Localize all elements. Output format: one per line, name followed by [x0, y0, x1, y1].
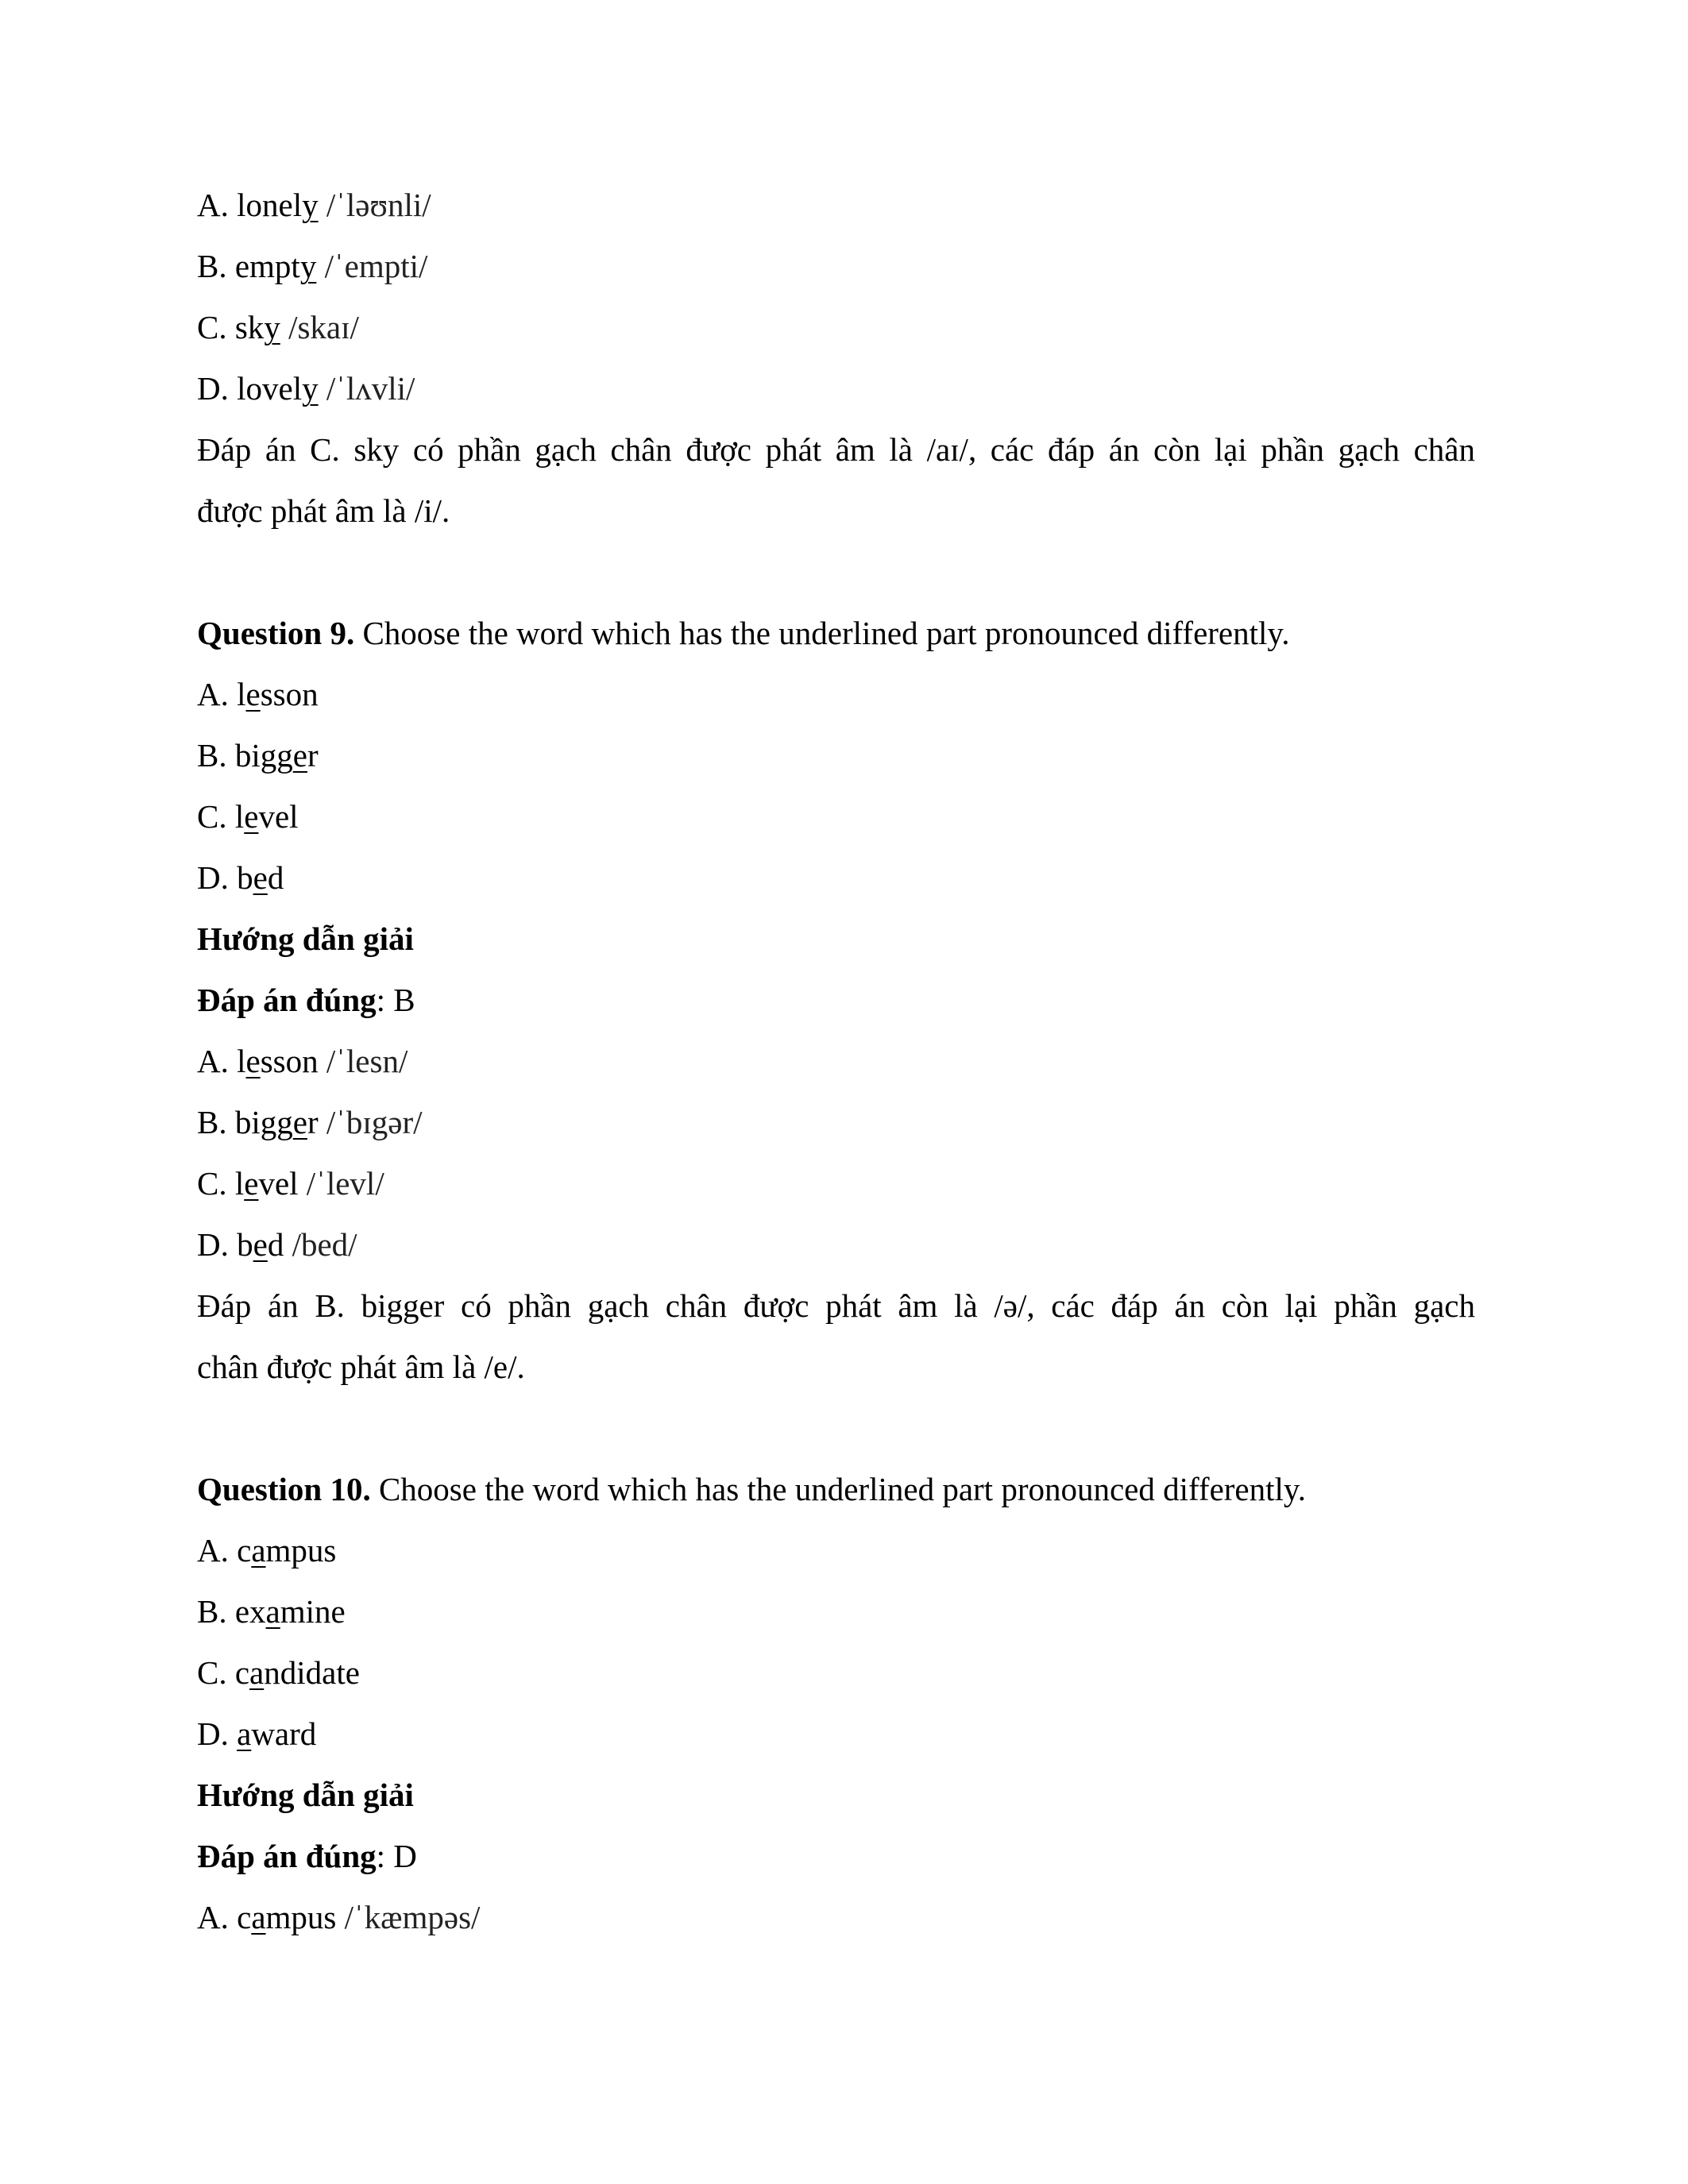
ipa-transcription: /ˈlʌvli/	[318, 370, 415, 407]
option-line	[197, 847, 1475, 909]
underlined-part: a	[237, 1715, 252, 1752]
text-segment: chân được phát âm là /e/.	[197, 1349, 525, 1385]
text-segment: C. l	[197, 798, 245, 835]
underlined-part: y	[264, 309, 280, 345]
bold-text: Đáp án đúng	[197, 1838, 377, 1874]
bold-text: Question 9.	[197, 615, 355, 651]
ipa-transcription: /ˈbɪgər/	[318, 1104, 423, 1140]
explanation-line	[197, 1337, 1475, 1398]
text-segment: Choose the word which has the underlined part pronounced differently.	[354, 615, 1290, 651]
text-segment: mine	[280, 1593, 346, 1630]
option-line	[197, 1214, 1475, 1275]
text-segment: A. lonel	[197, 187, 303, 223]
text-segment: B. empt	[197, 248, 300, 284]
answer-line	[197, 1826, 1475, 1887]
ipa-transcription: /ˈlevl/	[298, 1165, 384, 1202]
explanation-line	[197, 1275, 1475, 1337]
heading-line	[197, 1765, 1475, 1826]
text-segment: d	[267, 1226, 284, 1263]
text-segment: B. bigg	[197, 1104, 293, 1140]
answer-line	[197, 970, 1475, 1031]
text-segment: mpus	[265, 1899, 337, 1935]
option-line	[197, 297, 1475, 358]
option-line	[197, 725, 1475, 786]
text-segment: D. b	[197, 859, 253, 896]
underlined-part: e	[245, 1043, 261, 1079]
text-segment: B. bigg	[197, 737, 293, 774]
underlined-part: y	[302, 370, 319, 407]
text-segment: r	[307, 737, 319, 774]
blank-line	[197, 1398, 1475, 1459]
text-segment: r	[307, 1104, 319, 1140]
heading-line	[197, 909, 1475, 970]
option-line	[197, 236, 1475, 297]
bold-text: Đáp án đúng	[197, 982, 377, 1018]
underlined-part: a	[265, 1593, 280, 1630]
bold-text: Question 10.	[197, 1471, 371, 1507]
underlined-part: a	[251, 1532, 266, 1569]
text-segment: sson	[260, 1043, 319, 1079]
option-line	[197, 1520, 1475, 1581]
text-segment: B. ex	[197, 1593, 266, 1630]
ipa-transcription: /skaɪ/	[280, 309, 359, 345]
bold-text: Hướng dẫn giải	[197, 920, 414, 957]
text-segment: D. lovel	[197, 370, 303, 407]
text-segment: vel	[258, 1165, 299, 1202]
explanation-line	[197, 480, 1475, 542]
option-line	[197, 1092, 1475, 1153]
option-line	[197, 1887, 1475, 1948]
underlined-part: e	[292, 737, 307, 774]
ipa-transcription: /ˈkæmpəs/	[336, 1899, 481, 1935]
option-line	[197, 175, 1475, 236]
text-segment: A. c	[197, 1899, 252, 1935]
text-segment: C. sk	[197, 309, 265, 345]
text-segment: A. l	[197, 1043, 246, 1079]
ipa-transcription: /ˈlesn/	[318, 1043, 408, 1079]
text-segment: A. l	[197, 676, 246, 712]
underlined-part: e	[245, 676, 261, 712]
text-segment: ward	[251, 1715, 317, 1752]
ipa-transcription: /ˈləʊnli/	[318, 187, 431, 223]
option-line	[197, 1031, 1475, 1092]
question-line	[197, 603, 1475, 664]
underlined-part: e	[253, 1226, 268, 1263]
underlined-part: y	[302, 187, 319, 223]
text-segment: ndidate	[264, 1654, 360, 1691]
document-page	[197, 175, 1475, 1948]
ipa-transcription: /ˈempti/	[316, 248, 428, 284]
text-segment: C. c	[197, 1654, 250, 1691]
underlined-part: e	[244, 798, 259, 835]
underlined-part: a	[249, 1654, 265, 1691]
text-segment: : D	[376, 1838, 417, 1874]
ipa-transcription: /bed/	[284, 1226, 357, 1263]
underlined-part: e	[292, 1104, 307, 1140]
option-line	[197, 664, 1475, 725]
explanation-line	[197, 419, 1475, 480]
text-segment: vel	[258, 798, 299, 835]
blank-line	[197, 542, 1475, 603]
bold-text: Hướng dẫn giải	[197, 1777, 414, 1813]
text-segment: : B	[376, 982, 415, 1018]
option-line	[197, 1704, 1475, 1765]
underlined-part: e	[253, 859, 268, 896]
underlined-part: e	[244, 1165, 259, 1202]
option-line	[197, 1642, 1475, 1704]
text-segment: Choose the word which has the underlined part pronounced differently.	[370, 1471, 1306, 1507]
text-segment: sson	[260, 676, 319, 712]
text-segment: Đáp án B. bigger có phần gạch chân được phát âm là /ə/, các đáp án còn lại phần gạch	[197, 1287, 1475, 1324]
underlined-part: a	[251, 1899, 266, 1935]
underlined-part: y	[299, 248, 317, 284]
text-segment: được phát âm là /i/.	[197, 492, 450, 529]
text-segment: C. l	[197, 1165, 245, 1202]
option-line	[197, 358, 1475, 419]
text-segment: d	[267, 859, 284, 896]
text-segment: A. c	[197, 1532, 252, 1569]
question-line	[197, 1459, 1475, 1520]
text-segment: D. b	[197, 1226, 253, 1263]
text-segment: mpus	[265, 1532, 337, 1569]
option-line	[197, 1581, 1475, 1642]
text-segment: Đáp án C. sky có phần gạch chân được phát âm là /aɪ/, các đáp án còn lại phần gạch chân	[197, 431, 1475, 468]
option-line	[197, 1153, 1475, 1214]
option-line	[197, 786, 1475, 847]
text-segment: D.	[197, 1715, 238, 1752]
